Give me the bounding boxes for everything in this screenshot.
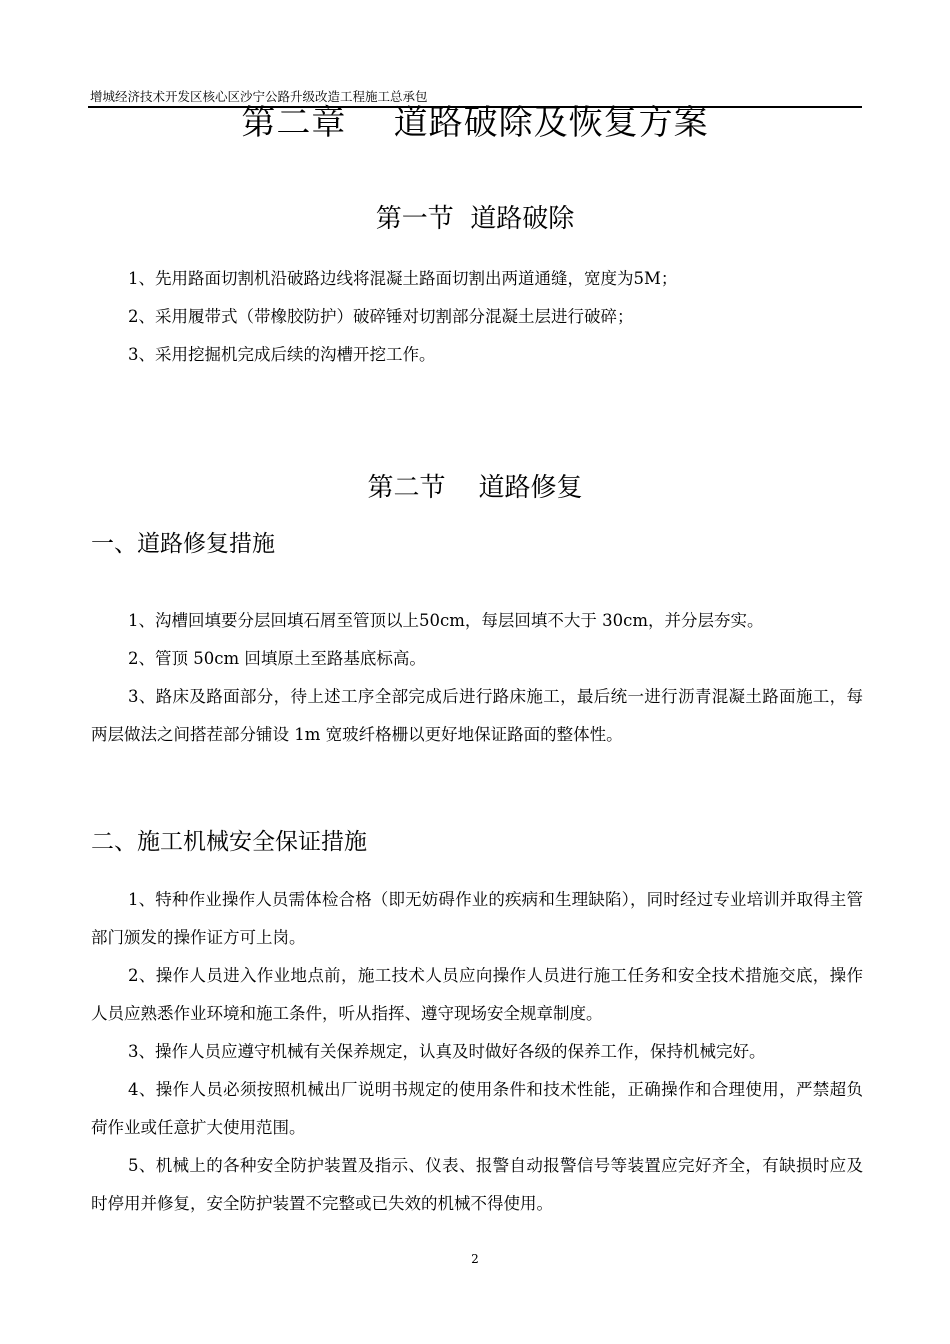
section-title-repair: 第二节 道路修复	[367, 473, 583, 503]
paragraph-safety-5: 5、机械上的各种安全防护装置及指示、仪表、报警自动报警信号等装置应完好齐全，有缺损时应及时停用并修复，安全防护装置不完整或已失效的机械不得使用。	[91, 1156, 863, 1213]
paragraph-demolition-2: 2、采用履带式（带橡胶防护）破碎锤对切割部分混凝土层进行破碎；	[128, 307, 634, 326]
paragraph-demolition-1: 1、先用路面切割机沿破路边线将混凝土路面切割出两道通缝，宽度为5M；	[128, 269, 678, 288]
chapter-title: 第二章 道路破除及恢复方案	[241, 103, 709, 143]
paragraph-repair-2: 2、管顶 50cm 回填原土至路基底标高。	[128, 649, 426, 668]
paragraph-repair-1: 1、沟槽回填要分层回填石屑至管顶以上50cm，每层回填不大于 30cm，并分层夯实。	[128, 611, 764, 630]
subheading-machinery-safety: 二、施工机械安全保证措施	[91, 829, 367, 855]
paragraph-safety-3: 3、操作人员应遵守机械有关保养规定，认真及时做好各级的保养工作，保持机械完好。	[128, 1042, 766, 1061]
subheading-repair-measures: 一、道路修复措施	[91, 531, 275, 557]
paragraph-safety-1: 1、特种作业操作人员需体检合格（即无妨碍作业的疾病和生理缺陷），同时经过专业培训并取得主管部门颁发的操作证方可上岗。	[91, 890, 863, 947]
paragraph-safety-4: 4、操作人员必须按照机械出厂说明书规定的使用条件和技术性能，正确操作和合理使用，严禁超负荷作业或任意扩大使用范围。	[91, 1080, 863, 1137]
section-title-demolition: 第一节 道路破除	[375, 204, 575, 234]
paragraph-repair-3: 3、路床及路面部分，待上述工序全部完成后进行路床施工，最后统一进行沥青混凝土路面施工，每两层做法之间搭茬部分铺设 1m 宽玻纤格栅以更好地保证路面的整体性。	[91, 687, 863, 744]
paragraph-demolition-3: 3、采用挖掘机完成后续的沟槽开挖工作。	[128, 345, 436, 364]
paragraph-safety-2: 2、操作人员进入作业地点前，施工技术人员应向操作人员进行施工任务和安全技术措施交底，操作人员应熟悉作业环境和施工条件，听从指挥、遵守现场安全规章制度。	[91, 966, 863, 1023]
running-header: 增城经济技术开发区核心区沙宁公路升级改造工程施工总承包	[90, 89, 428, 104]
page-number: 2	[471, 1252, 479, 1266]
